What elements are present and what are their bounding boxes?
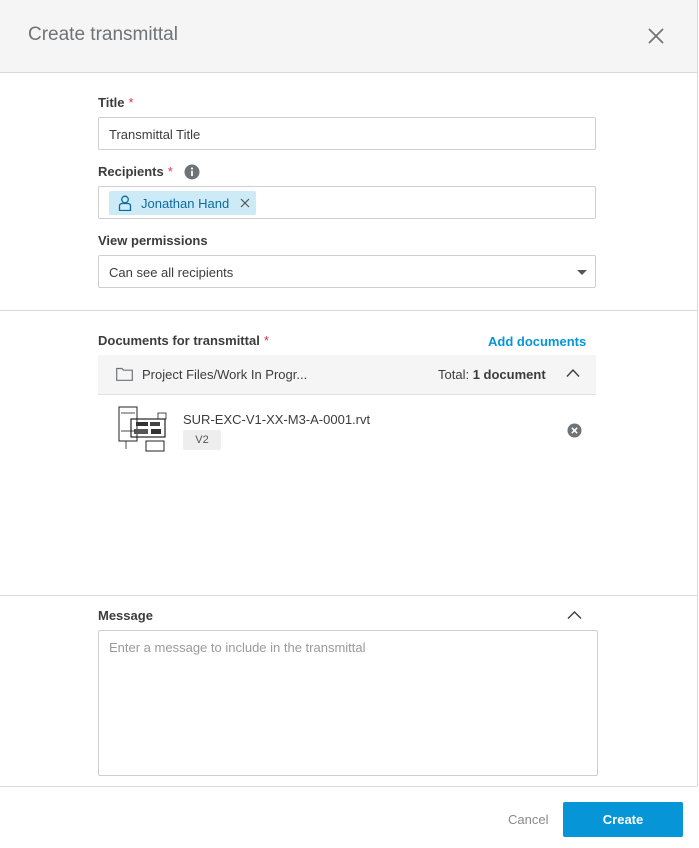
folder-path: Project Files/Work In Progr... xyxy=(142,367,308,382)
chevron-up-icon[interactable] xyxy=(566,368,580,378)
required-mark: * xyxy=(128,95,134,110)
required-mark: * xyxy=(263,333,269,348)
folder-bar xyxy=(98,355,596,395)
recipients-label: Recipients * xyxy=(98,164,173,179)
chevron-up-icon[interactable] xyxy=(567,610,582,620)
recipients-input[interactable] xyxy=(98,186,596,219)
view-permissions-select[interactable] xyxy=(98,255,596,288)
dialog-header xyxy=(0,0,698,73)
section-divider xyxy=(0,310,697,311)
section-divider xyxy=(0,595,697,596)
document-name[interactable]: SUR-EXC-V1-XX-M3-A-0001.rvt xyxy=(183,412,371,427)
title-input[interactable] xyxy=(98,117,596,150)
recipient-chip-label: Jonathan Hand xyxy=(141,196,230,211)
version-badge: V2 xyxy=(183,430,221,450)
remove-recipient-icon[interactable] xyxy=(240,198,250,208)
message-textarea[interactable] xyxy=(98,630,598,776)
document-thumbnail xyxy=(116,405,172,453)
folder-icon xyxy=(116,367,133,381)
footer-divider xyxy=(0,786,697,787)
view-permissions-value: Can see all recipients xyxy=(109,265,234,280)
title-input-value: Transmittal Title xyxy=(109,127,201,142)
dialog-title: Create transmittal xyxy=(28,24,178,45)
person-icon xyxy=(118,195,132,211)
view-permissions-label: View permissions xyxy=(98,233,208,248)
documents-label: Documents for transmittal * xyxy=(98,333,269,348)
caret-down-icon xyxy=(577,270,587,275)
close-icon[interactable] xyxy=(642,22,670,50)
folder-total: Total: 1 document xyxy=(438,367,546,382)
info-icon[interactable] xyxy=(184,164,200,180)
cancel-button[interactable]: Cancel xyxy=(508,812,549,827)
recipient-chip[interactable] xyxy=(109,191,256,215)
remove-document-icon[interactable] xyxy=(567,423,582,438)
add-documents-link[interactable]: Add documents xyxy=(488,334,587,349)
title-label: Title * xyxy=(98,95,134,110)
message-label: Message xyxy=(98,608,153,623)
required-mark: * xyxy=(167,164,173,179)
create-button[interactable]: Create xyxy=(563,802,683,837)
